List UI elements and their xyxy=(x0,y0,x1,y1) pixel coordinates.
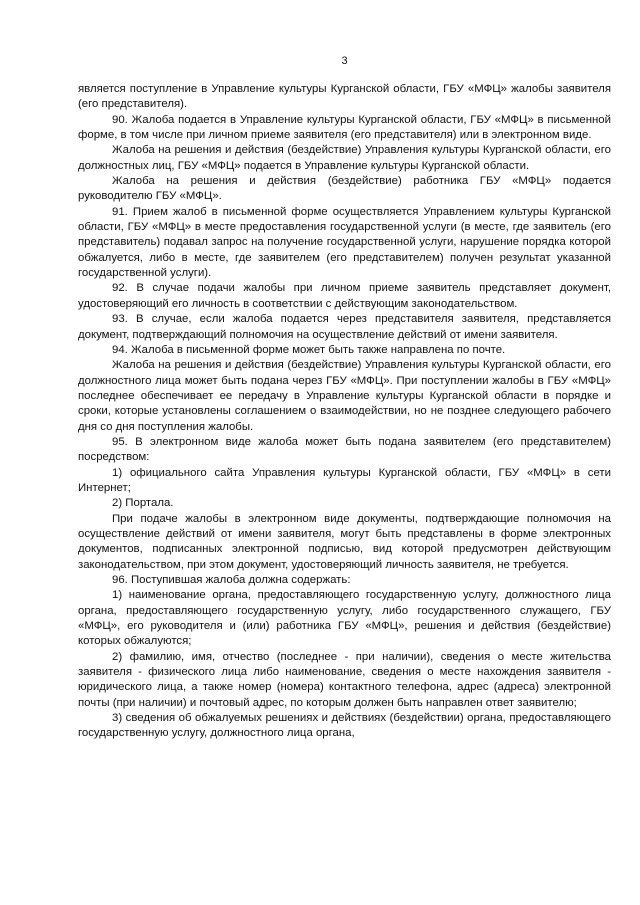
paragraph-91: 91. Прием жалоб в письменной форме осуществляется Управлением культуры Курганской области, ГБУ «МФЦ» в месте предоставления государственной услуги (в месте, где заявитель (его представитель) подавал запрос на получение государственной услуги, нарушение порядка которой обжалуется, либо в месте, где заявителем (его представителем) получен результат указанной государственной услуги). xyxy=(78,205,611,280)
paragraph-95-electronic-docs: При подаче жалобы в электронном виде документы, подтверждающие полномочия на осуществление действий от имени заявителя, могут быть представлены в форме электронных документов, подписанных электронной подписью, вид которой предусмотрен действующим законодательством, при этом документ, удостоверяющий личность заявителя, не требуется. xyxy=(78,512,611,571)
page-number: 3 xyxy=(341,55,348,67)
paragraph-94: 94. Жалоба в письменной форме может быть также направлена по почте. xyxy=(112,343,506,356)
paragraph-95: 95. В электронном виде жалоба может быть подана заявителем (его представителем) посредством: xyxy=(78,435,611,464)
paragraph-continuation: является поступление в Управление культуры Курганской области, ГБУ «МФЦ» жалобы заявителя (его представителя). xyxy=(78,83,611,111)
paragraph-94-via-mfc: Жалоба на решения и действия (бездействие) Управления культуры Курганской области, его должностного лица может быть подана через ГБУ «МФЦ». При поступлении жалобы в ГБУ «МФЦ» последнее обеспечивает ее передачу в Управление культуры Курганской области в порядке и сроки, которые установлены соглашением о взаимодействии, но не позднее следующего рабочего дня со дня поступления жалобы. xyxy=(78,359,611,433)
paragraph-96: 96. Поступившая жалоба должна содержать: xyxy=(112,574,351,586)
paragraph-92: 92. В случае подачи жалобы при личном приеме заявитель представляет документ, удостоверяющий его личность в соответствии с действующим законодательством. xyxy=(78,282,611,310)
paragraph-96-item-3: 3) сведения об обжалуемых решениях и действиях (бездействии) органа, предоставляющего государственную услугу, должностного лица органа, xyxy=(78,712,611,740)
document-body xyxy=(78,82,611,742)
paragraph-95-item-1: 1) официального сайта Управления культуры Курганской области, ГБУ «МФЦ» в сети Интернет; xyxy=(78,466,611,494)
paragraph-90-complaint-to-mfc-head: Жалоба на решения и действия (бездействие) работника ГБУ «МФЦ» подается руководителю ГБУ «МФЦ». xyxy=(78,175,611,203)
paragraph-90-complaint-to-department: Жалоба на решения и действия (бездействие) Управления культуры Курганской области, его должностных лиц, ГБУ «МФЦ» подается в Управление культуры Курганской области. xyxy=(78,144,611,172)
paragraph-93: 93. В случае, если жалоба подается через представителя заявителя, представляется документ, подтверждающий полномочия на осуществление действий от имени заявителя. xyxy=(78,313,611,341)
paragraph-90: 90. Жалоба подается в Управление культуры Курганской области, ГБУ «МФЦ» в письменной форме, в том числе при личном приеме заявителя (его представителя) или в электронном виде. xyxy=(78,113,611,142)
paragraph-96-item-1: 1) наименование органа, предоставляющего государственную услугу, должностного лица органа, предоставляющего государственную услугу, либо государственного служащего, ГБУ «МФЦ», его руководителя и (или) работника ГБУ «МФЦ», решения и действия (бездействие) которых обжалуются; xyxy=(78,589,611,648)
paragraph-95-item-2: 2) Портала. xyxy=(112,497,174,510)
paragraph-96-item-2: 2) фамилию, имя, отчество (последнее - при наличии), сведения о месте жительства заявителя - физического лица либо наименование, сведения о месте нахождения заявителя - юридического лица, а также номер (номера) контактного телефона, адрес (адреса) электронной почты (при наличии) и почтовый адрес, по которым должен быть направлен ответ заявителю; xyxy=(78,650,611,709)
